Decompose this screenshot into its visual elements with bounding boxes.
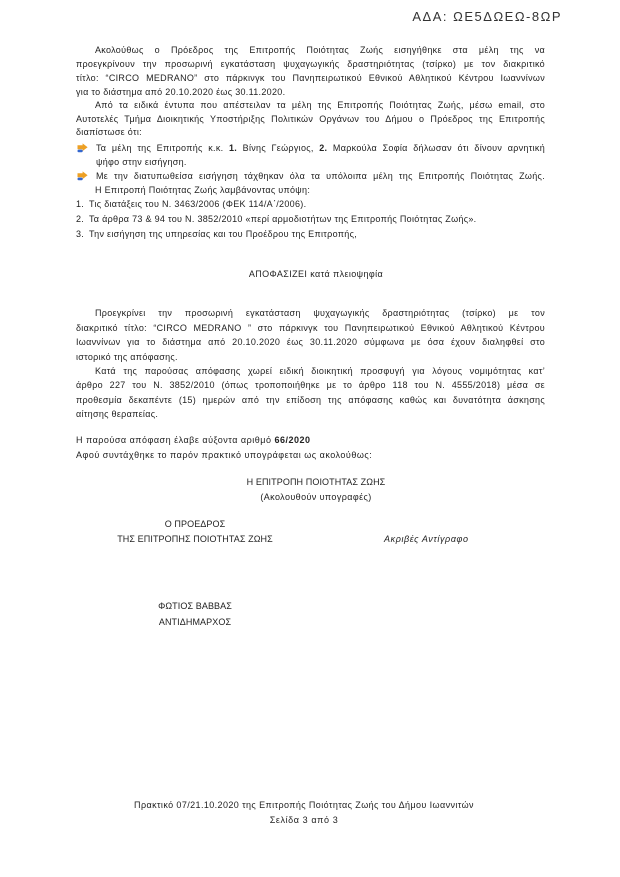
item-number: 3. <box>76 229 85 239</box>
signatures-note: (Ακολουθούν υπογραφές) <box>260 492 372 502</box>
considering-item <box>76 227 545 241</box>
decision-number-line <box>76 433 311 447</box>
item-text: Τις διατάξεις του Ν. 3463/2006 (ΦΕΚ 114/Α΄/2006). <box>89 199 307 209</box>
appeal-paragraph <box>76 364 545 422</box>
considering-item <box>76 212 545 226</box>
intro-line: Ακολούθως ο Πρόεδρος της Επιτροπής Ποιότητας Ζωής εισηγήθηκε στα μέλη της να <box>95 45 545 55</box>
item-text: Την εισήγηση της υπηρεσίας και του Προέδρου της Επιτροπής, <box>89 229 358 239</box>
approval-line: διακριτικό τίτλο: “CIRCO MEDRANO ” στο πάρκινγκ του Πανηπειρωτικού Εθνικού Αθλητικού Κέντρου <box>76 322 545 333</box>
intro-line: προεγκρίνουν την προσωρινή εγκατάσταση ψυχαγωγικής δραστηριότητας (τσίρκο) με τον διακριτικό <box>76 59 545 69</box>
item-text: Τα άρθρα 73 & 94 του Ν. 3852/2010 «περί αρμοδιοτήτων της Επιτροπής Ποιότητας Ζωής». <box>89 214 477 224</box>
bullet-item-positive-votes <box>76 169 545 183</box>
bullet-text-segment: Μαρκούλα Σοφία δήλωσαν ότι δίνουν αρνητική <box>327 143 545 153</box>
approval-line: ιστορικό της απόφασης. <box>76 351 178 362</box>
member-number: 1. <box>228 143 238 153</box>
signoff-line: Αφού συντάχθηκε το παρόν πρακτικό υπογράφεται ως ακολούθως: <box>76 450 373 460</box>
approval-line: Ιωαννίνων για το διάστημα από 20.10.2020 έως 30.11.2020 σύμφωνα με όσα έχουν διαληφθεί στο <box>76 337 545 347</box>
bullet-pointer-icon <box>77 143 88 153</box>
approval-paragraph <box>76 306 545 364</box>
bullet-pointer-icon <box>77 171 88 181</box>
appeal-line: αίτησης θεραπείας. <box>76 409 159 420</box>
bullet-text-segment: Βίνης Γεώργιος, <box>237 143 320 153</box>
intro-line: τίτλο: “CIRCO MEDRANO” στο πάρκινγκ του Πανηπειρωτικού Εθνικού Αθλητικού Κέντρου Ιωαννίνων <box>76 73 545 83</box>
footer-page-number: Σελίδα 3 από 3 <box>269 815 339 825</box>
considering-intro: Η Επιτροπή Ποιότητας Ζωής λαμβάνοντας υπόψη: <box>95 185 311 195</box>
president-title: Ο ΠΡΟΕΔΡΟΣ <box>164 519 226 529</box>
member-number: 2. <box>319 143 328 153</box>
decision-number: 66/2020 <box>274 435 311 445</box>
bullet-line <box>96 141 545 155</box>
intro-line: για το διάστημα από 20.10.2020 έως 30.11.2020. <box>76 87 286 97</box>
findings-line: Από τα ειδικά έντυπα που απέστειλαν τα μέλη της Επιτροπής Ποιότητας Ζωής, μέσω email, στο <box>95 100 545 110</box>
signer-role: ΑΝΤΙΔΗΜΑΡΧΟΣ <box>158 617 232 627</box>
findings-line: Αυτοτελές Τμήμα Διοικητικής Υποστήριξης Πολιτικών Οργάνων του Δήμου ο Πρόεδρος της Επιτροπής <box>76 113 545 124</box>
committee-title: Η ΕΠΙΤΡΟΠΗ ΠΟΙΟΤΗΤΑΣ ΖΩΗΣ <box>246 477 386 487</box>
decision-heading: ΑΠΟΦΑΣΙΖΕΙ κατά πλειοψηφία <box>248 269 384 279</box>
footer-minutes: Πρακτικό 07/21.10.2020 της Επιτροπής Ποιότητας Ζωής του Δήμου Ιωαννιτών <box>134 800 474 810</box>
bullet-line: ψήφο στην εισήγηση. <box>96 157 187 167</box>
bullet-item-negative-votes <box>76 141 545 169</box>
bullet-text-segment: Τα μέλη της Επιτροπής κ.κ. <box>96 143 229 153</box>
findings-paragraph <box>76 99 545 140</box>
item-number: 1. <box>76 199 85 209</box>
findings-line: διαπίστωσε ότι: <box>76 127 142 138</box>
president-committee: ΤΗΣ ΕΠΙΤΡΟΠΗΣ ΠΟΙΟΤΗΤΑΣ ΖΩΗΣ <box>117 534 273 544</box>
approval-line: Προεγκρίνει την προσωρινή εγκατάσταση ψυχαγωγικής δραστηριότητας (τσίρκο) με τον <box>95 308 545 318</box>
item-number: 2. <box>76 214 85 224</box>
certified-copy-label: Ακριβές Αντίγραφο <box>384 534 469 544</box>
appeal-line: προθεσμία δεκαπέντε (15) ημερών από την επίδοση της απόφασης καθώς και δυνατότητα άσκησης <box>76 394 545 405</box>
ada-code: ΑΔΑ: ΩΕ5ΔΩΕΩ-8ΩΡ <box>412 9 562 24</box>
appeal-line: άρθρο 227 του Ν. 3852/2010 (όπως τροποποιήθηκε με το άρθρο 118 του Ν. 4555/2018) μέσα σε <box>76 380 545 391</box>
bullet-line: Με την διατυπωθείσα εισήγηση τάχθηκαν όλα τα υπόλοιπα μέλη της Επιτροπής Ποιότητας Ζωής. <box>96 171 545 181</box>
decision-number-label: Η παρούσα απόφαση έλαβε αύξοντα αριθμό <box>76 435 275 445</box>
appeal-line: Κατά της παρούσας απόφασης χωρεί ειδική διοικητική προσφυγή για λόγους νομιμότητας κατ’ <box>95 366 545 376</box>
signer-name: ΦΩΤΙΟΣ ΒΑΒΒΑΣ <box>158 601 232 611</box>
intro-paragraph <box>76 43 545 99</box>
considering-item <box>76 197 545 211</box>
